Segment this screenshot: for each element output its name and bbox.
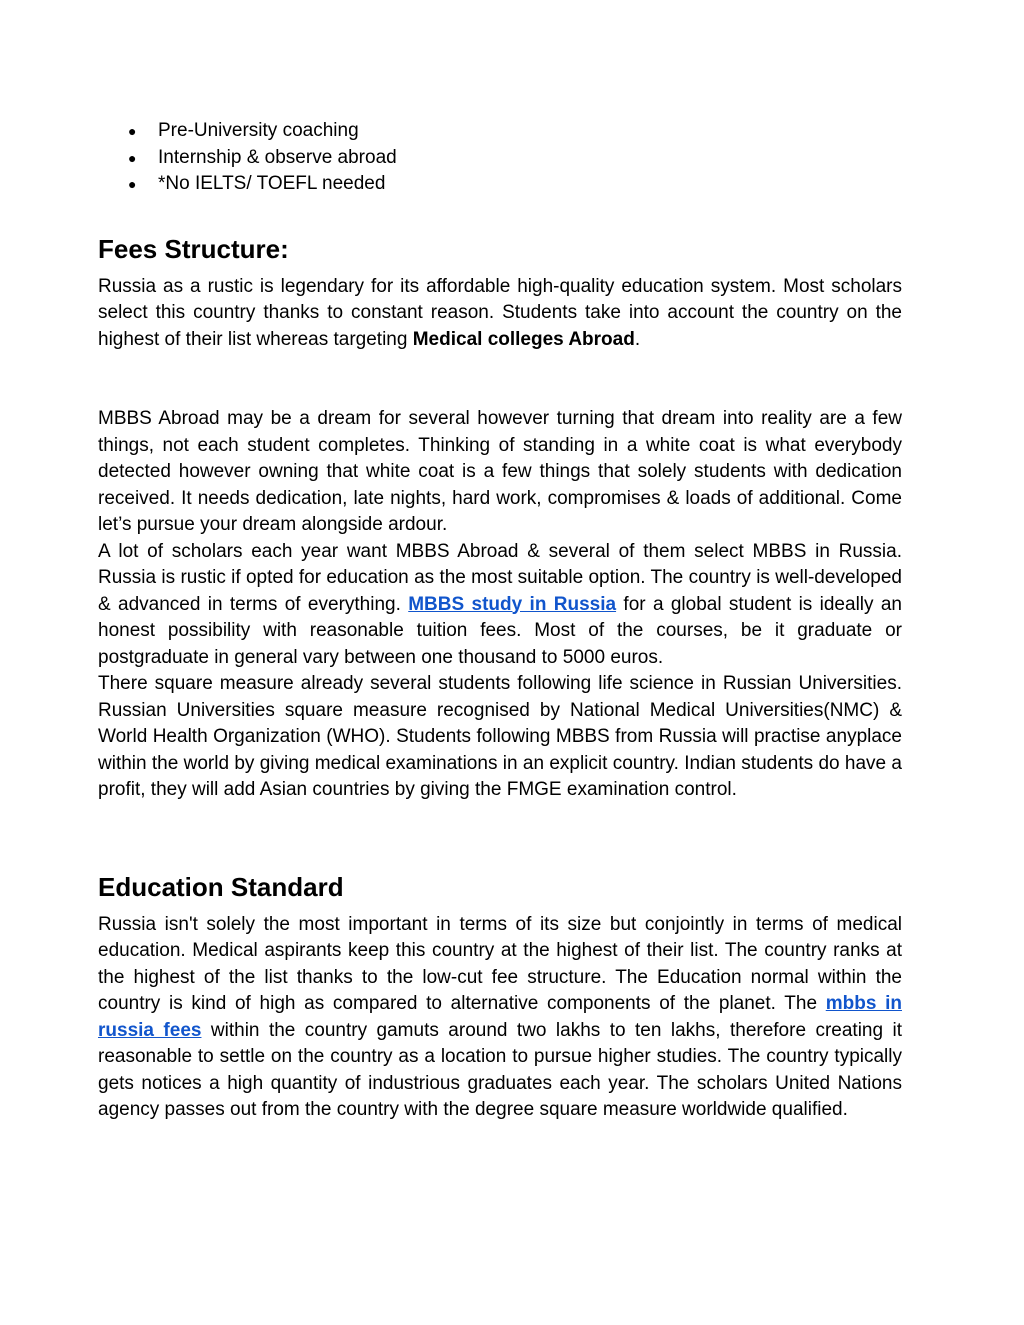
list-item-text: *No IELTS/ TOEFL needed <box>158 173 386 194</box>
fees-paragraph-1 <box>98 274 902 354</box>
list-item-text: Pre-University coaching <box>158 120 359 141</box>
paragraph-text: . <box>634 328 641 350</box>
bullet-icon: ● <box>128 176 137 192</box>
paragraph-text: for a global student is ideally an honest possibility with reasonable tuition fees. Most of the courses, be it graduate or postgraduate in general vary between one thousand to 5000 euros. <box>98 593 902 668</box>
paragraph-text: within the country gamuts around two lakhs to ten lakhs, therefore creating it reasonable to settle on the country as a location to pursue higher studies. The country typically gets notices a high quantity of industrious graduates each year. The scholars United Nations agency passes out from the country with the degree square measure worldwide qualified. <box>98 1019 903 1120</box>
fees-paragraph-4: There square measure already several students following life science in Russian Universities. Russian Universities square measure recognised by National Medical Universities(NMC) & World Health Organization (WHO). Students following MBBS from Russia will practise anyplace within the world by giving medical examinations in an explicit country. Indian students do have a profit, they will add Asian countries by giving the FMGE examination control. <box>98 673 902 800</box>
bullet-icon: ● <box>128 123 137 139</box>
paragraph-text: Russia isn't solely the most important in terms of its size but conjointly in terms of medical education. Medical aspirants keep this country at the highest of their list. The country ranks at the highest of the list thanks to the low-cut fee structure. The Education normal within the country is kind of high as compared to alternative components of the planet. The <box>98 913 902 1014</box>
feature-bullet-list <box>98 118 902 198</box>
document-page <box>98 118 902 1124</box>
list-item <box>98 145 902 172</box>
bold-phrase: Medical colleges Abroad <box>412 328 635 350</box>
list-item-text: Internship & observe abroad <box>158 146 397 168</box>
bullet-icon: ● <box>128 149 137 166</box>
fees-structure-heading: Fees Structure: <box>98 233 289 264</box>
paragraph-text: A lot of scholars each year want MBBS Abroad & several of them select MBBS in Russia. Russia is rustic if opted for education as the most suitable option. The country is well-developed & advanced in terms of everything. <box>98 540 902 615</box>
education-paragraph <box>98 912 902 1124</box>
list-item <box>98 171 902 198</box>
mbbs-study-in-russia-link[interactable]: MBBS study in Russia <box>408 593 617 615</box>
list-item <box>98 118 902 145</box>
fees-paragraph-2: MBBS Abroad may be a dream for several however turning that dream into reality are a few things, not each student completes. Thinking of standing in a white coat is what everybody detected however owning that white coat is a few things that solely students with dedication received. It needs dedication, late nights, hard work, compromises & loads of additional. Come let’s pursue your dream alongside ardour. <box>98 408 902 535</box>
mbbs-in-russia-fees-link[interactable]: mbbs in russia fees <box>98 993 902 1041</box>
fees-paragraph-3 <box>98 539 902 672</box>
education-standard-heading: Education Standard <box>98 871 344 902</box>
paragraph-text: Russia as a rustic is legendary for its affordable high-quality education system. Most scholars select this country thanks to constant reason. Students take into account the country on the highest of their list whereas targeting <box>98 275 902 350</box>
